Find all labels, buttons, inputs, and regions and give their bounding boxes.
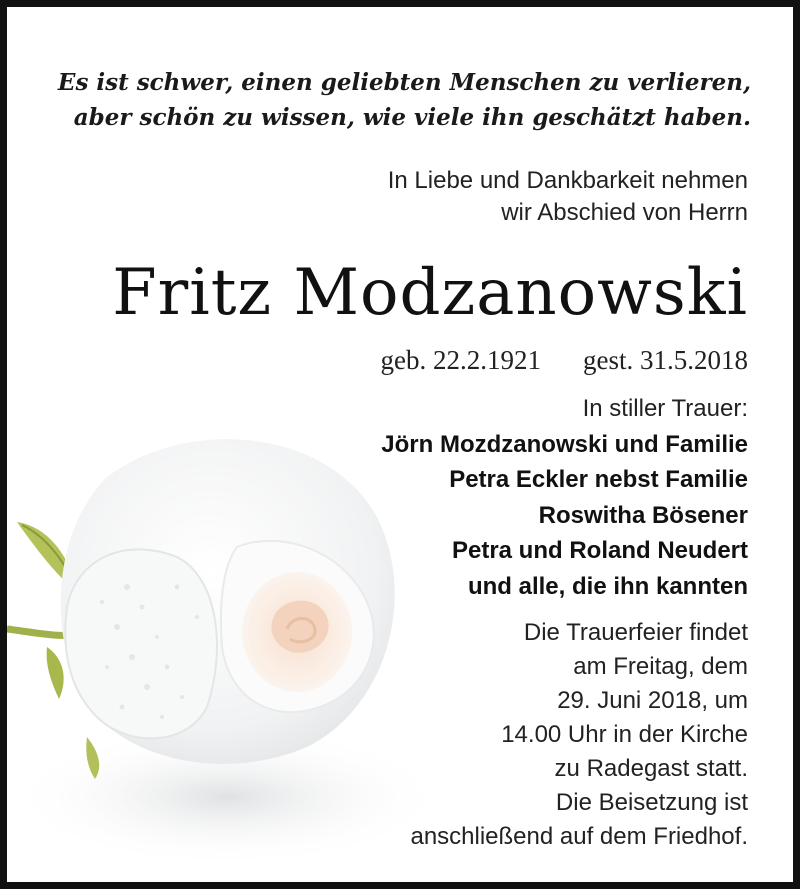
mourner-name: und alle, die ihn kannten xyxy=(467,572,748,600)
intro-text xyxy=(148,165,748,229)
motto-quote xyxy=(11,65,751,135)
service-line: anschließend auf dem Friedhof. xyxy=(410,823,748,850)
motto-line: Es ist schwer, einen geliebten Menschen zu verlieren, xyxy=(57,69,751,96)
mourner-name: Roswitha Bösener xyxy=(538,501,748,529)
service-line: 29. Juni 2018, um xyxy=(557,687,748,714)
service-line: am Freitag, dem xyxy=(573,653,748,680)
mourning-heading: In stiller Trauer: xyxy=(582,395,748,422)
mourner-name: Petra und Roland Neudert xyxy=(451,537,748,564)
service-line: zu Radegast statt. xyxy=(554,755,748,782)
death-date: gest. 31.5.2018 xyxy=(583,345,748,375)
service-line: Die Trauerfeier findet xyxy=(523,619,748,646)
intro-line: wir Abschied von Herrn xyxy=(501,199,748,226)
service-line: 14.00 Uhr in der Kirche xyxy=(501,721,748,748)
mourners-section xyxy=(148,391,748,604)
life-dates xyxy=(148,343,748,377)
birth-date: geb. 22.2.1921 xyxy=(380,345,541,375)
mourner-name: Jörn Mozdzanowski und Familie xyxy=(381,430,748,458)
motto-line: aber schön zu wissen, wie viele ihn geschätzt haben. xyxy=(73,104,751,131)
mourner-name: Petra Eckler nebst Familie xyxy=(449,466,748,493)
service-info xyxy=(248,616,748,854)
service-line: Die Beisetzung ist xyxy=(555,789,748,816)
deceased-name: Fritz Modzanowski xyxy=(112,256,748,330)
intro-line: In Liebe und Dankbarkeit nehmen xyxy=(387,167,748,194)
